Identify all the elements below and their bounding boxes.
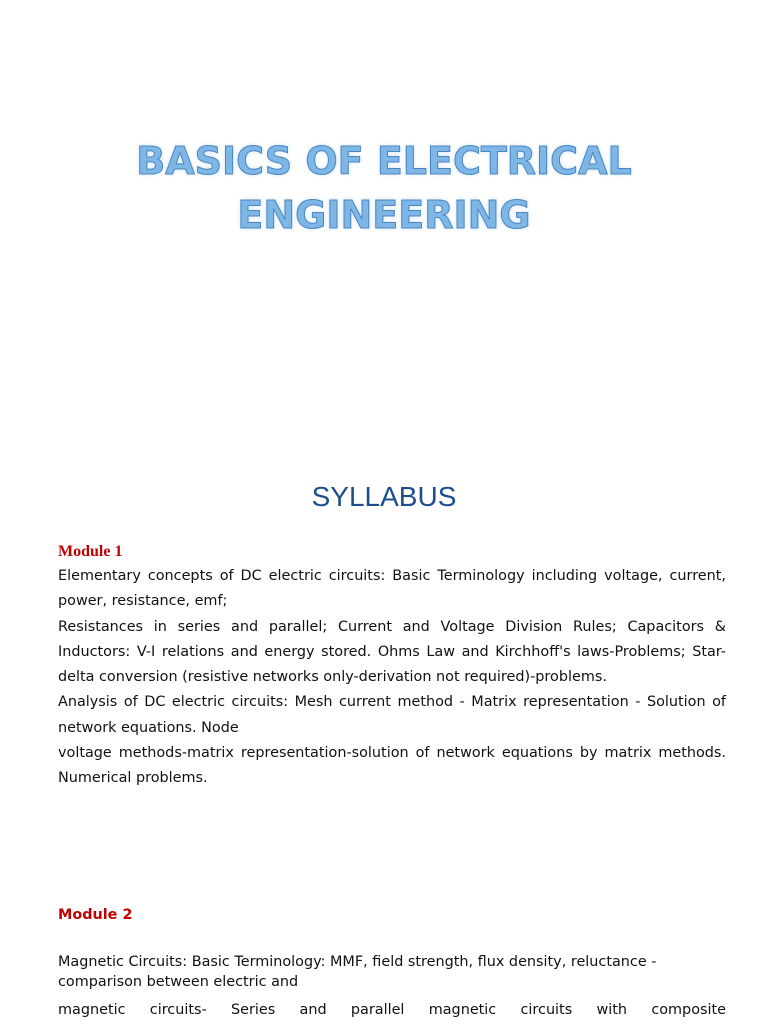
- syllabus-heading: SYLLABUS: [311, 481, 457, 512]
- title-line-2: ENGINEERING: [237, 193, 531, 237]
- module-2-body: [58, 952, 726, 1020]
- module-1-heading: Module 1: [58, 543, 123, 560]
- module-1-paragraph: voltage methods-matrix representation-solution of network equations by matrix methods. Numerical problems.: [58, 745, 726, 787]
- title-line-1: BASICS OF ELECTRICAL: [136, 139, 632, 183]
- module-1-paragraph: Resistances in series and parallel; Current and Voltage Division Rules; Capacitors & Inductors: V-I relations and energy stored. Ohms Law and Kirchhoff's laws-Problems; Star-delta conversion (resistive networks only-derivation not required)-problems.: [58, 618, 726, 686]
- document-title: [0, 134, 768, 242]
- module-2-paragraph: magnetic circuits- Series and parallel magnetic circuits with composite: [58, 1002, 726, 1018]
- module-1-body: [58, 564, 726, 792]
- module-2-paragraph: Magnetic Circuits: Basic Terminology: MMF, field strength, flux density, reluctance - comparison between electric and: [58, 954, 657, 990]
- module-1-paragraph: Analysis of DC electric circuits: Mesh current method - Matrix representation - Solution of network equations. Node: [58, 694, 726, 736]
- module-2-heading: Module 2: [58, 907, 133, 923]
- module-1-paragraph: Elementary concepts of DC electric circuits: Basic Terminology including voltage, current, power, resistance, emf;: [58, 568, 726, 610]
